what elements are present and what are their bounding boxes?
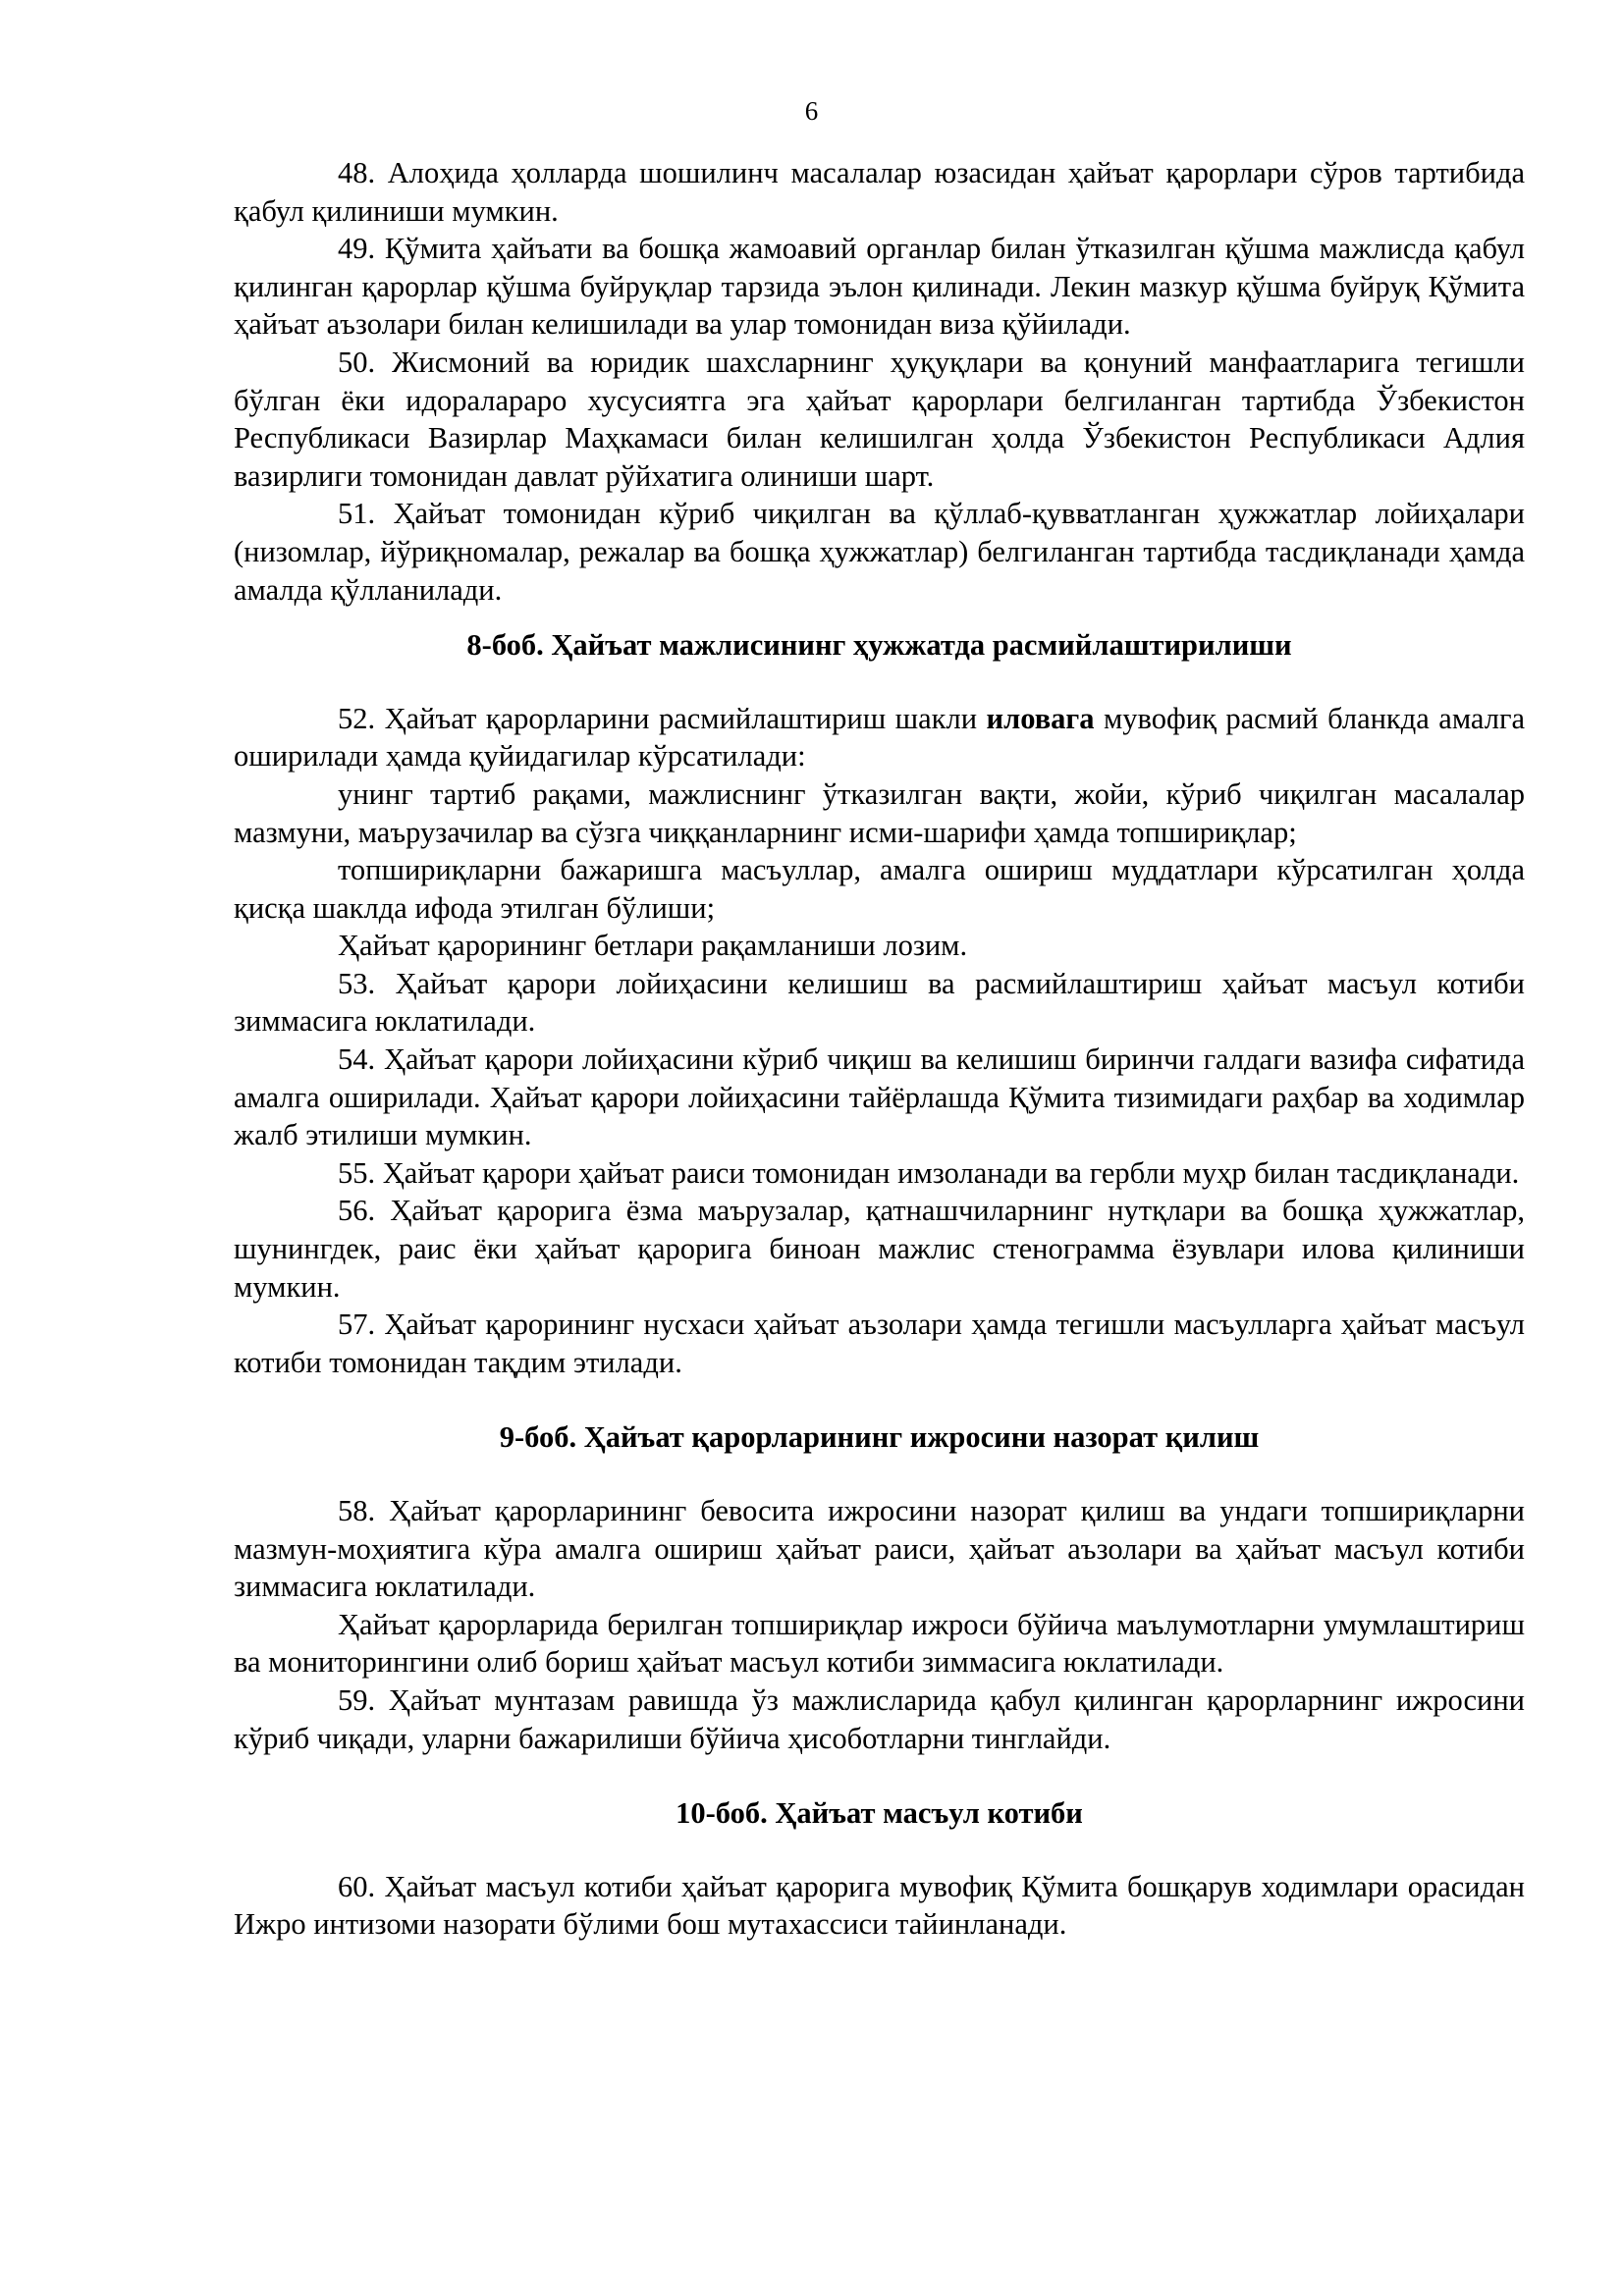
chapter-10-heading: 10-боб. Ҳайъат масъул котиби bbox=[676, 1796, 1083, 1831]
paragraph-60: 60. Ҳайъат масъул котиби ҳайъат қарорига мувофиқ Қўмита бошқарув ходимлари орасидан Ижро интизоми назорати бўлими бош мутахассиси тайинланади. bbox=[234, 1869, 1525, 1942]
chapter-9-heading: 9-боб. Ҳайъат қарорларининг ижросини назорат қилиш bbox=[499, 1420, 1260, 1455]
paragraph-49: 49. Қўмита ҳайъати ва бошқа жамоавий органлар билан ўтказилган қўшма мажлисда қабул қилинган қарорлар қўшма буйруқлар тарзида эълон қилинади. Лекин мазкур қўшма буйруқ Қўмита ҳайъат аъзолари билан келишилади ва улар томонидан виза қўйилади. bbox=[234, 232, 1525, 342]
paragraph-51: 51. Ҳайъат томонидан кўриб чиқилган ва қўллаб-қувватланган ҳужжатлар лойиҳалари (низомлар, йўриқномалар, режалар ва бошқа ҳужжатлар) белгиланган тартибда тасдиқланади ҳамда амалда қўлланилади. bbox=[234, 497, 1525, 607]
paragraph-55: 55. Ҳайъат қарори ҳайъат раиси томонидан имзоланади ва гербли муҳр билан тасдиқланади. bbox=[338, 1155, 1520, 1190]
paragraph-57: 57. Ҳайъат қарорининг нусхаси ҳайъат аъзолари ҳамда тегишли масъулларга ҳайъат масъул котиби томонидан тақдим этилади. bbox=[234, 1308, 1525, 1379]
paragraph-50: 50. Жисмоний ва юридик шахсларнинг ҳуқуқлари ва қонуний манфаатларига тегишли бўлган ёки идоралараро хусусиятга эга ҳайъат қарорлари белгиланган тартибда Ўзбекистон Республикаси Вазирлар Маҳкамаси билан келишилган ҳолда Ўзбекистон Республикаси Адлия вазирлиги томонидан давлат рўйхатига олиниши шарт. bbox=[234, 345, 1525, 493]
document-body bbox=[234, 154, 1525, 1944]
paragraph-48: 48. Алоҳида ҳолларда шошилинч масалалар юзасидан ҳайъат қарорлари сўров тартибида қабул қилиниши мумкин. bbox=[234, 156, 1525, 228]
paragraph-56: 56. Ҳайъат қарорига ёзма маърузалар, қатнашчиларнинг нутқлари ва бошқа ҳужжатлар, шунингдек, раис ёки ҳайъат қарорига биноан мажлис стенограмма ёзувлари илова қилиниши мумкин. bbox=[234, 1194, 1525, 1304]
appendix-reference: иловага bbox=[986, 701, 1095, 735]
paragraph-58: 58. Ҳайъат қарорларининг бевосита ижросини назорат қилиш ва ундаги топшириқларни мазмун-моҳиятига кўра амалга ошириш ҳайъат раиси, ҳайъат аъзолари ва ҳайъат масъул котиби зиммасига юклатилади. bbox=[234, 1494, 1525, 1604]
paragraph-52 bbox=[234, 700, 1525, 775]
paragraph-52-item-3: Ҳайъат қарорининг бетлари рақамланиши лозим. bbox=[338, 929, 968, 963]
page-number: 6 bbox=[804, 96, 819, 126]
paragraph-53: 53. Ҳайъат қарори лойиҳасини келишиш ва расмийлаштириш ҳайъат масъул котиби зиммасига юклатилади. bbox=[234, 966, 1525, 1039]
paragraph-52-item-1: унинг тартиб рақами, мажлиснинг ўтказилган вақти, жойи, кўриб чиқилган масалалар мазмуни, маърузачилар ва сўзга чиққанларнинг исми-шарифи ҳамда топшириқлар; bbox=[234, 776, 1525, 849]
chapter-8-heading: 8-боб. Ҳайъат мажлисининг ҳужжатда расмийлаштирилиши bbox=[466, 628, 1292, 663]
paragraph-58-continued: Ҳайъат қарорларида берилган топшириқлар ижроси бўйича маълумотларни умумлаштириш ва мониторингини олиб бориш ҳайъат масъул котиби зиммасига юклатилади. bbox=[234, 1607, 1525, 1680]
paragraph-52-text-end: мувофиқ расмий бланкда амалга оширилади ҳамда қуйидагилар кўрсатилади: bbox=[234, 701, 1525, 774]
paragraph-59: 59. Ҳайъат мунтазам равишда ўз мажлисларида қабул қилинган қарорларнинг ижросини кўриб чиқади, уларни бажарилиши бўйича ҳисоботларни тинглайди. bbox=[234, 1682, 1525, 1755]
paragraph-52-item-2: топшириқларни бажаришга масъуллар, амалга ошириш муддатлари кўрсатилган ҳолда қисқа шаклда ифода этилган бўлиши; bbox=[234, 853, 1525, 925]
paragraph-54: 54. Ҳайъат қарори лойиҳасини кўриб чиқиш ва келишиш биринчи галдаги вазифа сифатида амалга оширилади. Ҳайъат қарори лойиҳасини тайёрлашда Қўмита тизимидаги раҳбар ва ходимлар жалб этилиши мумкин. bbox=[234, 1042, 1525, 1152]
paragraph-52-text-start: 52. Ҳайъат қарорларини расмийлаштириш шакли bbox=[338, 701, 987, 735]
